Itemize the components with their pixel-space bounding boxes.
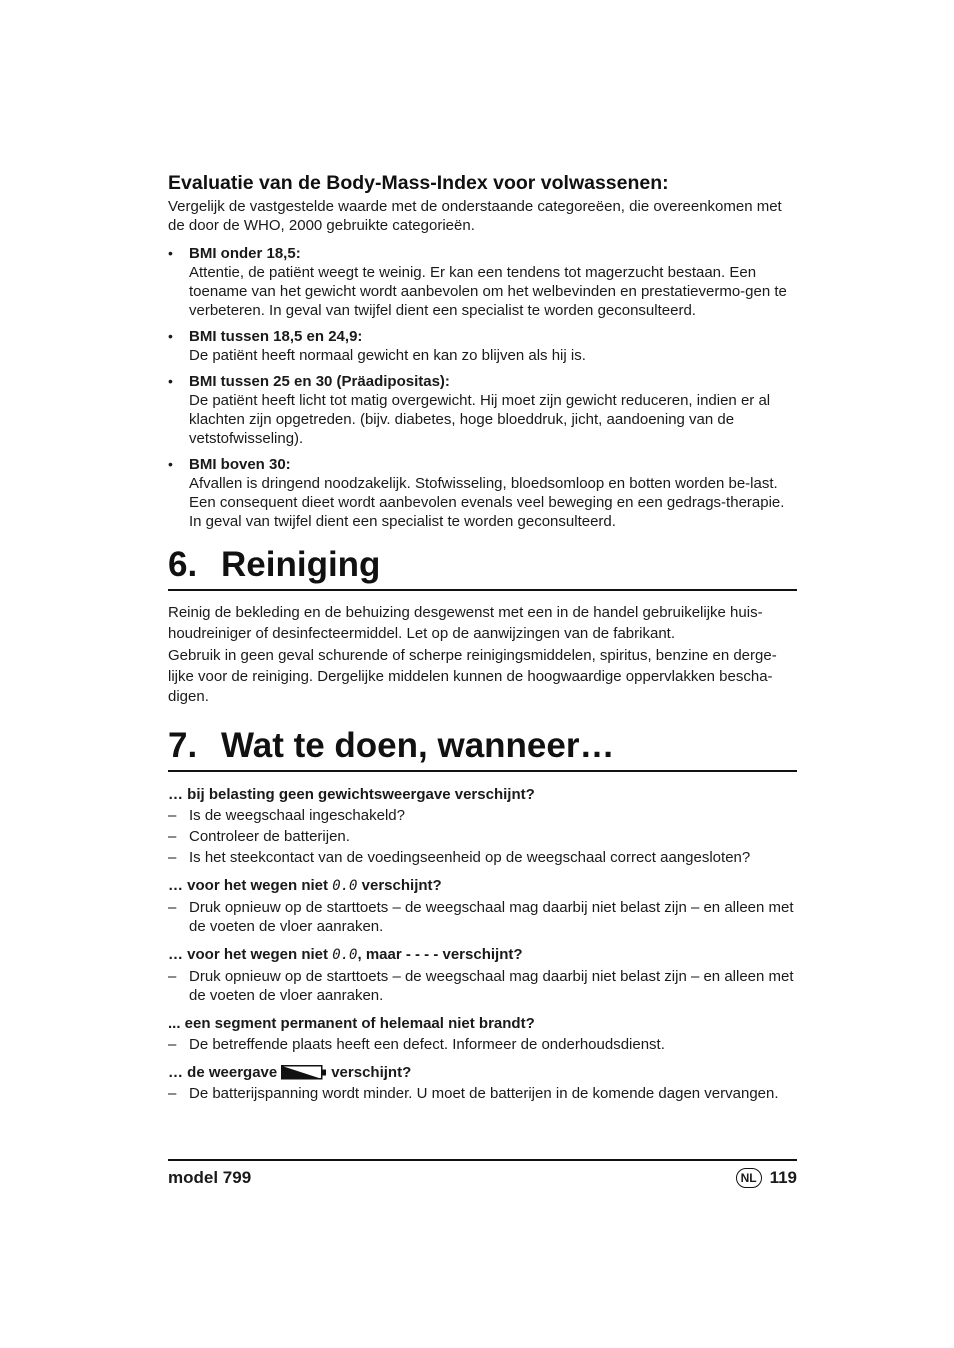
paragraph: Gebruik in geen geval schurende of scherpe reinigingsmiddelen, spiritus, benzine en derge-lijke voor de reiniging. Dergelijke middelen kunnen de hoogwaardige oppervlakken bescha-digen. [168, 647, 777, 705]
dash-icon: – [168, 967, 177, 985]
question [168, 876, 797, 896]
segment-display-icon: 0.0 [332, 946, 358, 963]
paragraph: Reinig de bekleding en de behuizing desgewenst met een in de handel gebruikelijke huis-houdreiniger of desinfecteermiddel. Let op de aanwijzingen van de fabrikant. [168, 604, 763, 642]
answer-text: Is het steekcontact van de voedingseenheid op de weegschaal correct aangesloten? [189, 848, 751, 866]
page-info [736, 1168, 797, 1188]
bmi-item-text: De patiënt heeft normaal gewicht en kan zo blijven als hij is. [189, 347, 586, 364]
answer [168, 827, 797, 846]
answer [168, 1035, 797, 1054]
section-cleaning [168, 545, 797, 708]
question [168, 945, 797, 965]
section-title-text: Reiniging [221, 545, 381, 584]
answer-text: Druk opnieuw op de starttoets – de weegschaal mag daarbij niet belast zijn – en alleen met de voeten de vloer aanraken. [189, 967, 794, 1004]
answer [168, 806, 797, 825]
bmi-item-text: Afvallen is dringend noodzakelijk. Stofwisseling, bloedsomloop en botten worden be-last. Een consequent dieet wordt aanbevolen evenals veel beweging en een gedrags-therapie. In geval van twijfel dient een specialist te worden geconsulteerd. [189, 475, 785, 530]
dash-icon: – [168, 848, 177, 866]
question: … bij belasting geen gewichtsweergave verschijnt? [168, 785, 535, 803]
bullet-icon: • [168, 373, 173, 389]
bmi-heading: Evaluatie van de Body-Mass-Index voor volwassenen: [168, 172, 669, 194]
list-item [168, 455, 797, 531]
bmi-list [168, 244, 797, 531]
answer-text: Controleer de batterijen. [189, 827, 350, 845]
bmi-item-title: BMI boven 30: [189, 456, 291, 473]
answer-text: Druk opnieuw op de starttoets – de weegschaal mag daarbij niet belast zijn – en alleen met de voeten de vloer aanraken. [189, 898, 794, 935]
faq-list [168, 785, 797, 1103]
section-6-title [168, 545, 797, 591]
question-text: verschijnt? [357, 876, 442, 894]
battery-low-icon [281, 1065, 327, 1080]
dash-icon: – [168, 806, 177, 824]
list-item [168, 327, 797, 365]
section-title-text: Wat te doen, wanneer… [221, 725, 615, 765]
bmi-item-title: BMI onder 18,5: [189, 245, 301, 262]
bmi-intro: Vergelijk de vastgestelde waarde met de onderstaande categoreëen, die overeenkomen met de door de WHO, 2000 gebruikte categorieën. [168, 198, 782, 234]
question-text: … de weergave [168, 1063, 278, 1081]
bullet-icon: • [168, 328, 173, 344]
question-text: … voor het wegen niet [168, 945, 333, 963]
question-text: , maar - - - - verschijnt? [357, 945, 523, 963]
dash-icon: – [168, 827, 177, 845]
answer [168, 848, 797, 867]
bullet-icon: • [168, 245, 173, 261]
dash-icon: – [168, 898, 177, 916]
page-number: 119 [769, 1168, 797, 1187]
answer [168, 898, 797, 936]
section-number: 7. [168, 725, 198, 765]
dash-icon: – [168, 1084, 177, 1102]
section-6-body [168, 603, 797, 708]
bmi-item-text: Attentie, de patiënt weegt te weinig. Er kan een tendens tot magerzucht bestaan. Een toename van het gewicht wordt aanbevolen om het welbevinden en prestatievermo-gen te verbeteren. In geval van twijfel dient een specialist te worden geconsulteerd. [189, 264, 787, 319]
page-footer [168, 1159, 797, 1188]
section-7-title [168, 726, 797, 772]
question-text: verschijnt? [331, 1063, 412, 1081]
bmi-item-text: De patiënt heeft licht tot matig overgewicht. Hij moet zijn gewicht reduceren, indien er al klachten zijn opgetreden. (bijv. diabetes, hoge bloeddruk, jicht, aandoening van de vetstofwisseling). [189, 392, 771, 447]
answer-text: Is de weegschaal ingeschakeld? [189, 806, 405, 824]
bullet-icon: • [168, 456, 173, 472]
language-badge: NL [736, 1168, 762, 1188]
list-item [168, 372, 797, 448]
question-text: … voor het wegen niet [168, 876, 333, 894]
answer-text: De betreffende plaats heeft een defect. Informeer de onderhoudsdienst. [189, 1035, 665, 1053]
answer [168, 967, 797, 1005]
model-label: model 799 [168, 1168, 252, 1187]
question [168, 1063, 797, 1082]
segment-display-icon: 0.0 [332, 877, 358, 894]
answer [168, 1084, 797, 1103]
bmi-item-title: BMI tussen 25 en 30 (Präadipositas): [189, 373, 450, 390]
page-content [168, 172, 797, 1103]
list-item [168, 244, 797, 320]
section-number: 6. [168, 545, 198, 584]
question: ... een segment permanent of helemaal niet brandt? [168, 1014, 535, 1032]
bmi-item-title: BMI tussen 18,5 en 24,9: [189, 328, 363, 345]
answer-text: De batterijspanning wordt minder. U moet de batterijen in de komende dagen vervangen. [189, 1084, 779, 1102]
section-troubleshooting [168, 726, 797, 1103]
dash-icon: – [168, 1035, 177, 1053]
